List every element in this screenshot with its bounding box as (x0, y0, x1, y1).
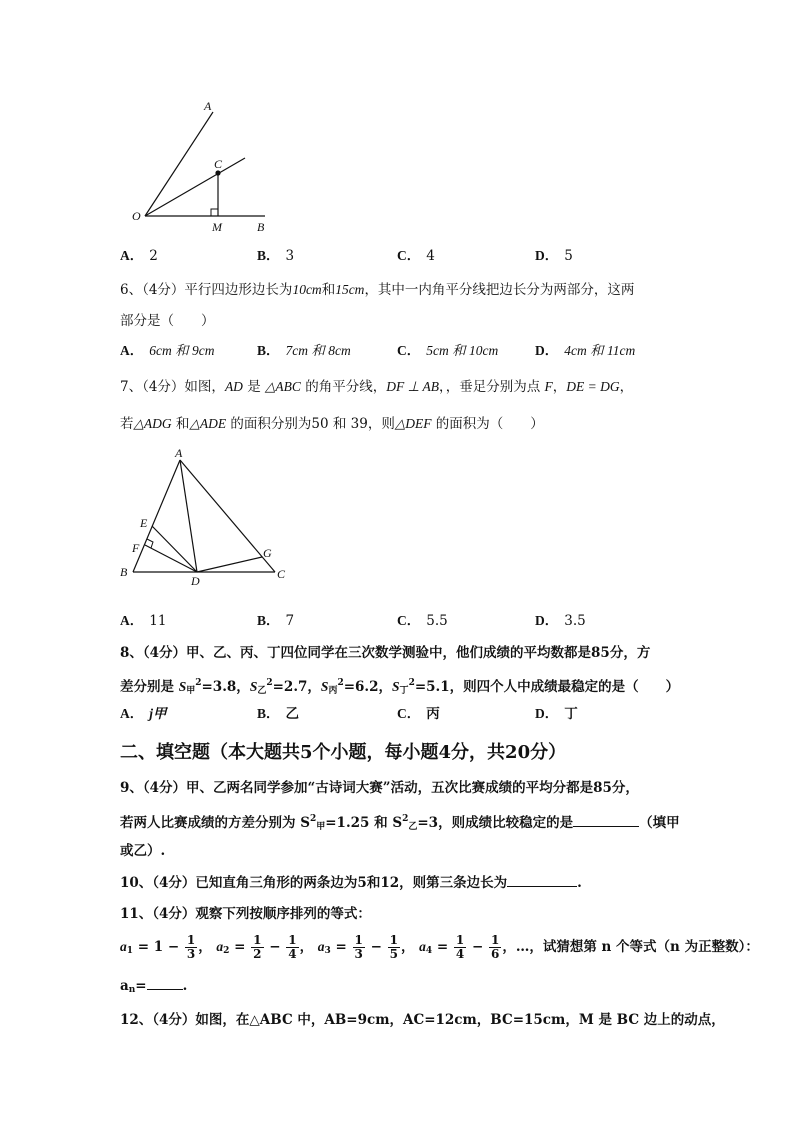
q10-line: 10、（4分）已知直角三角形的两条边为5和12，则第三条边长为 . (120, 872, 582, 893)
angle-figure (125, 98, 285, 238)
q8-line-1: 8、（4分）甲、乙、丙、丁四位同学在三次数学测验中，他们成绩的平均数都是85分，方 (120, 645, 651, 661)
q7-line-2: 若△ADG 和△ADE 的面积分别为50 和 39，则△DEF 的面积为（ ） (120, 416, 544, 432)
label-a: A (204, 99, 212, 113)
triangle-figure (115, 442, 295, 592)
label-e: E (140, 516, 148, 530)
fraction: $\frac{1}{3}$ (186, 933, 196, 961)
label-f: F (132, 541, 140, 555)
section-2-heading: 二、填空题（本大题共5个小题，每小题4分，共20分） (120, 742, 567, 763)
fraction: $\frac{1}{2}$ (253, 933, 262, 961)
q7-option-a[interactable]: A． 11 (120, 613, 167, 629)
ray-oa (145, 112, 213, 216)
q8-option-c[interactable]: C． 丙 (397, 706, 440, 722)
q6-option-b[interactable]: B． 7cm 和 8cm (257, 343, 351, 358)
q11-line-3: $a_n=$ . (120, 975, 187, 1000)
q6-line-2: 部分是（ ） (120, 313, 215, 329)
fraction: $\frac{1}{4}$ (455, 933, 465, 961)
q5-option-a[interactable]: A． 2 (120, 248, 158, 264)
label-a: A (175, 446, 183, 460)
q7-option-d[interactable]: D． 3.5 (535, 613, 586, 629)
q8-option-b[interactable]: B． 乙 (257, 706, 300, 722)
q7-line-1: 7、（4分）如图，AD 是 △ABC 的角平分线，DF ⊥ AB，，垂足分别为点 F，DE = DG， (120, 379, 634, 395)
q9-line-1: 9、（4分）甲、乙两名同学参加“古诗词大赛”活动，五次比赛成绩的平均分都是85分， (120, 780, 639, 796)
q8-option-d[interactable]: D． 丁 (535, 706, 578, 722)
q11-answer-blank[interactable] (147, 975, 183, 990)
q7-option-c[interactable]: C． 5.5 (397, 613, 448, 629)
right-angle-mark (211, 209, 218, 216)
fraction: $\frac{1}{4}$ (288, 933, 297, 961)
q5-option-c[interactable]: C． 4 (397, 248, 435, 264)
label-o: O (132, 209, 141, 223)
q9-line-2: 若两人比赛成绩的方差分别为 $S^2_甲=1.25$ 和 $S^2_乙=3$，则成绩比较稳定的是 （填甲 (120, 814, 680, 832)
fraction: $\frac{1}{3}$ (354, 933, 363, 961)
q9-line-3: 或乙）. (120, 843, 166, 859)
label-d: D (191, 574, 200, 588)
label-g: G (263, 546, 272, 560)
q6-option-d[interactable]: D． 4cm 和 11cm (535, 343, 636, 358)
q8-option-a[interactable]: A． j甲 (120, 706, 167, 721)
q5-option-b[interactable]: B． 3 (257, 248, 295, 264)
ray-oc (145, 158, 245, 216)
label-m: M (212, 220, 222, 234)
q7-option-b[interactable]: B． 7 (257, 613, 295, 629)
label-b: B (120, 565, 128, 579)
q6-option-a[interactable]: A． 6cm 和 9cm (120, 343, 215, 358)
segment-df (145, 545, 197, 572)
q11-equations: $a_1 = 1$ − $\frac{1}{3}$ ， $a_2$ = $\frac{1}{2}$ − $\frac{1}{4}$ ， $a_3$ = $\frac{1}{3}$ − $\frac{1}{5}$ ， $a_4$ = $\frac{1}{4}$ − $\frac{1}{6}$ ，…，试猜想第 n 个等式（n 为正整数）： (120, 933, 759, 961)
fraction: $\frac{1}{6}$ (490, 933, 500, 961)
q10-answer-blank[interactable] (507, 872, 577, 887)
label-b: B (257, 220, 265, 234)
segment-de (152, 526, 197, 572)
label-c: C (214, 157, 223, 171)
label-c: C (277, 567, 286, 581)
fraction: $\frac{1}{5}$ (389, 933, 398, 961)
q11-line-1: 11、（4分）观察下列按顺序排列的等式： (120, 906, 371, 922)
q5-option-d[interactable]: D． 5 (535, 248, 573, 264)
segment-dg (197, 557, 262, 572)
q6-line-1: 6、（4分）平行四边形边长为10cm和15cm，其中一内角平分线把边长分为两部分，这两 (120, 282, 635, 298)
q6-option-c[interactable]: C． 5cm 和 10cm (397, 343, 499, 358)
point-c (215, 170, 220, 175)
q12-line-1: 12、（4分）如图，在△ABC 中，AB=9cm，AC=12cm，BC=15cm，M 是 BC 边上的动点， (120, 1012, 725, 1028)
q8-line-2: 差分别是 $S_甲^2=3.8$，$S_乙^2=2.7$，$S_丙^2=6.2$，$S_丁^2=5.1$，则四个人中成绩最稳定的是（ ） (120, 678, 680, 696)
q9-answer-blank[interactable] (573, 812, 639, 827)
